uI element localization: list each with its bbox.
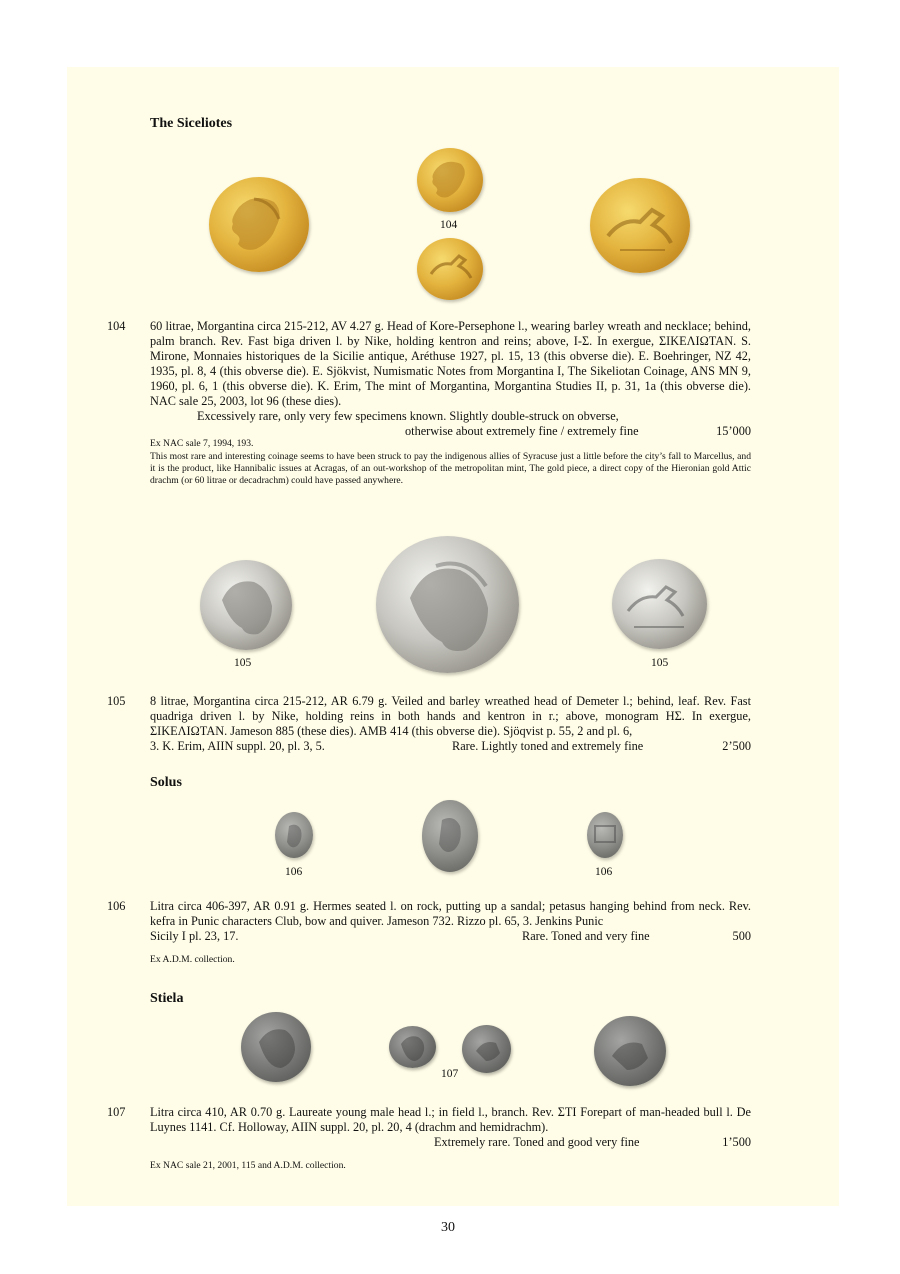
section-heading-siceliotes: The Siceliotes [150, 116, 233, 131]
coin-104-obverse [417, 148, 483, 212]
lot-number-105: 105 [107, 694, 126, 708]
coin-105-reverse [612, 559, 707, 649]
coin-104-reverse-enlarged [590, 178, 690, 273]
lot-105-estimate: 2’500 [722, 739, 751, 753]
lot-107-provenance: Ex NAC sale 21, 2001, 115 and A.D.M. collection. [150, 1160, 346, 1171]
lot-107-description: Litra circa 410, AR 0.70 g. Laureate young male head l.; in field l., branch. Rev. ΣΤΙ Forepart of man-headed bull l. De Luynes 1141. Cf. Holloway, AIIN suppl. 20, pl. 20, 4 (drachm and hemidrachm). [150, 1105, 751, 1134]
coin-107-reverse [462, 1025, 511, 1073]
caption-106-left: 106 [285, 866, 303, 878]
coin-107-reverse-enlarged [594, 1016, 666, 1086]
lot-106-grade: Rare. Toned and very fine [522, 929, 650, 943]
lot-104-estimate: 15’000 [716, 424, 751, 438]
lot-104-note: This most rare and interesting coinage seems to have been struck to pay the indigenous allies of Syracuse just a little before the city’s fall to Marcellus, and it is the product, like Hannibalic issues at Acragas, of an out-workshop of the metropolitan mint, The gold piece, a direct copy of the Hieronian gold Attic drachm (or 60 litrae or decadrachm) could have passed anywhere. [150, 451, 751, 486]
lot-104-rarity-line2: otherwise about extremely fine / extremely fine [405, 424, 639, 438]
lot-107-estimate: 1’500 [722, 1135, 751, 1149]
caption-107: 107 [441, 1068, 459, 1080]
coin-104-obverse-enlarged [209, 177, 309, 272]
lot-106-last-line: Sicily I pl. 23, 17. [150, 929, 239, 943]
coin-107-obverse [389, 1026, 436, 1068]
coin-106-reverse [587, 812, 623, 858]
caption-104: 104 [440, 219, 458, 231]
lot-105-last-line: 3. K. Erim, AIIN suppl. 20, pl. 3, 5. [150, 739, 325, 753]
coin-106-obverse [275, 812, 313, 858]
section-heading-stiela: Stiela [150, 991, 184, 1006]
lot-number-106: 106 [107, 899, 126, 913]
coin-104-reverse [417, 238, 483, 300]
lot-106-estimate: 500 [732, 929, 751, 943]
lot-106-description: Litra circa 406-397, AR 0.91 g. Hermes seated l. on rock, putting up a sandal; petasus hanging behind from neck. Rev. kefra in Punic characters Club, bow and quiver. Jameson 732. Rizzo pl. 65, 3. Jenkins Punic [150, 899, 751, 928]
coin-105-obverse [200, 560, 292, 650]
lot-104-description: 60 litrae, Morgantina circa 215-212, AV 4.27 g. Head of Kore-Persephone l., wearing barley wreath and necklace; behind, palm branch. Rev. Fast biga driven l. by Nike, holding kentron and reins; above, I-Σ. In exergue, ΣΙΚΕΛΙΩΤΑΝ. S. Mirone, Monnaies historiques de la Sicilie antique, Aréthuse 1927, pl. 15, 13 (this obverse die). E. Boehringer, NZ 42, 1935, pl. 8, 4 (this obverse die). E. Sjökvist, Numismatic Notes from Morgantina I, The Sikeliotan Coinage, ANS MN 9, 1960, pl. 6, 1 (this obverse die). K. Erim, The mint of Morgantina, Morgantina Studies II, p. 31, 1a (this obverse die). NAC sale 25, 2003, lot 96 (these dies). [150, 319, 751, 408]
coin-106-obverse-enlarged [422, 800, 478, 872]
lot-104-provenance: Ex NAC sale 7, 1994, 193. [150, 438, 254, 449]
caption-105-left: 105 [234, 657, 252, 669]
lot-105-description: 8 litrae, Morgantina circa 215-212, AR 6.79 g. Veiled and barley wreathed head of Demeter l.; behind, leaf. Rev. Fast quadriga driven l. by Nike, holding reins in both hands and kentron in r.; above, monogram HΣ. In exergue, ΣΙΚΕΛΙΩΤΑΝ. Jameson 885 (these dies). AMB 414 (this obverse die). Sjöqvist p. 55, 2 and pl. 6, [150, 694, 751, 738]
lot-104-rarity-line1: Excessively rare, only very few specimens known. Slightly double-struck on obverse, [197, 409, 619, 423]
lot-106-provenance: Ex A.D.M. collection. [150, 954, 235, 965]
caption-105-right: 105 [651, 657, 669, 669]
lot-number-104: 104 [107, 319, 126, 333]
page-number: 30 [441, 1220, 455, 1235]
coin-105-obverse-enlarged [376, 536, 519, 673]
caption-106-right: 106 [595, 866, 613, 878]
lot-105-grade: Rare. Lightly toned and extremely fine [452, 739, 644, 753]
section-heading-solus: Solus [150, 775, 182, 790]
lot-107-grade: Extremely rare. Toned and good very fine [434, 1135, 640, 1149]
lot-number-107: 107 [107, 1105, 126, 1119]
coin-107-obverse-enlarged [241, 1012, 311, 1082]
